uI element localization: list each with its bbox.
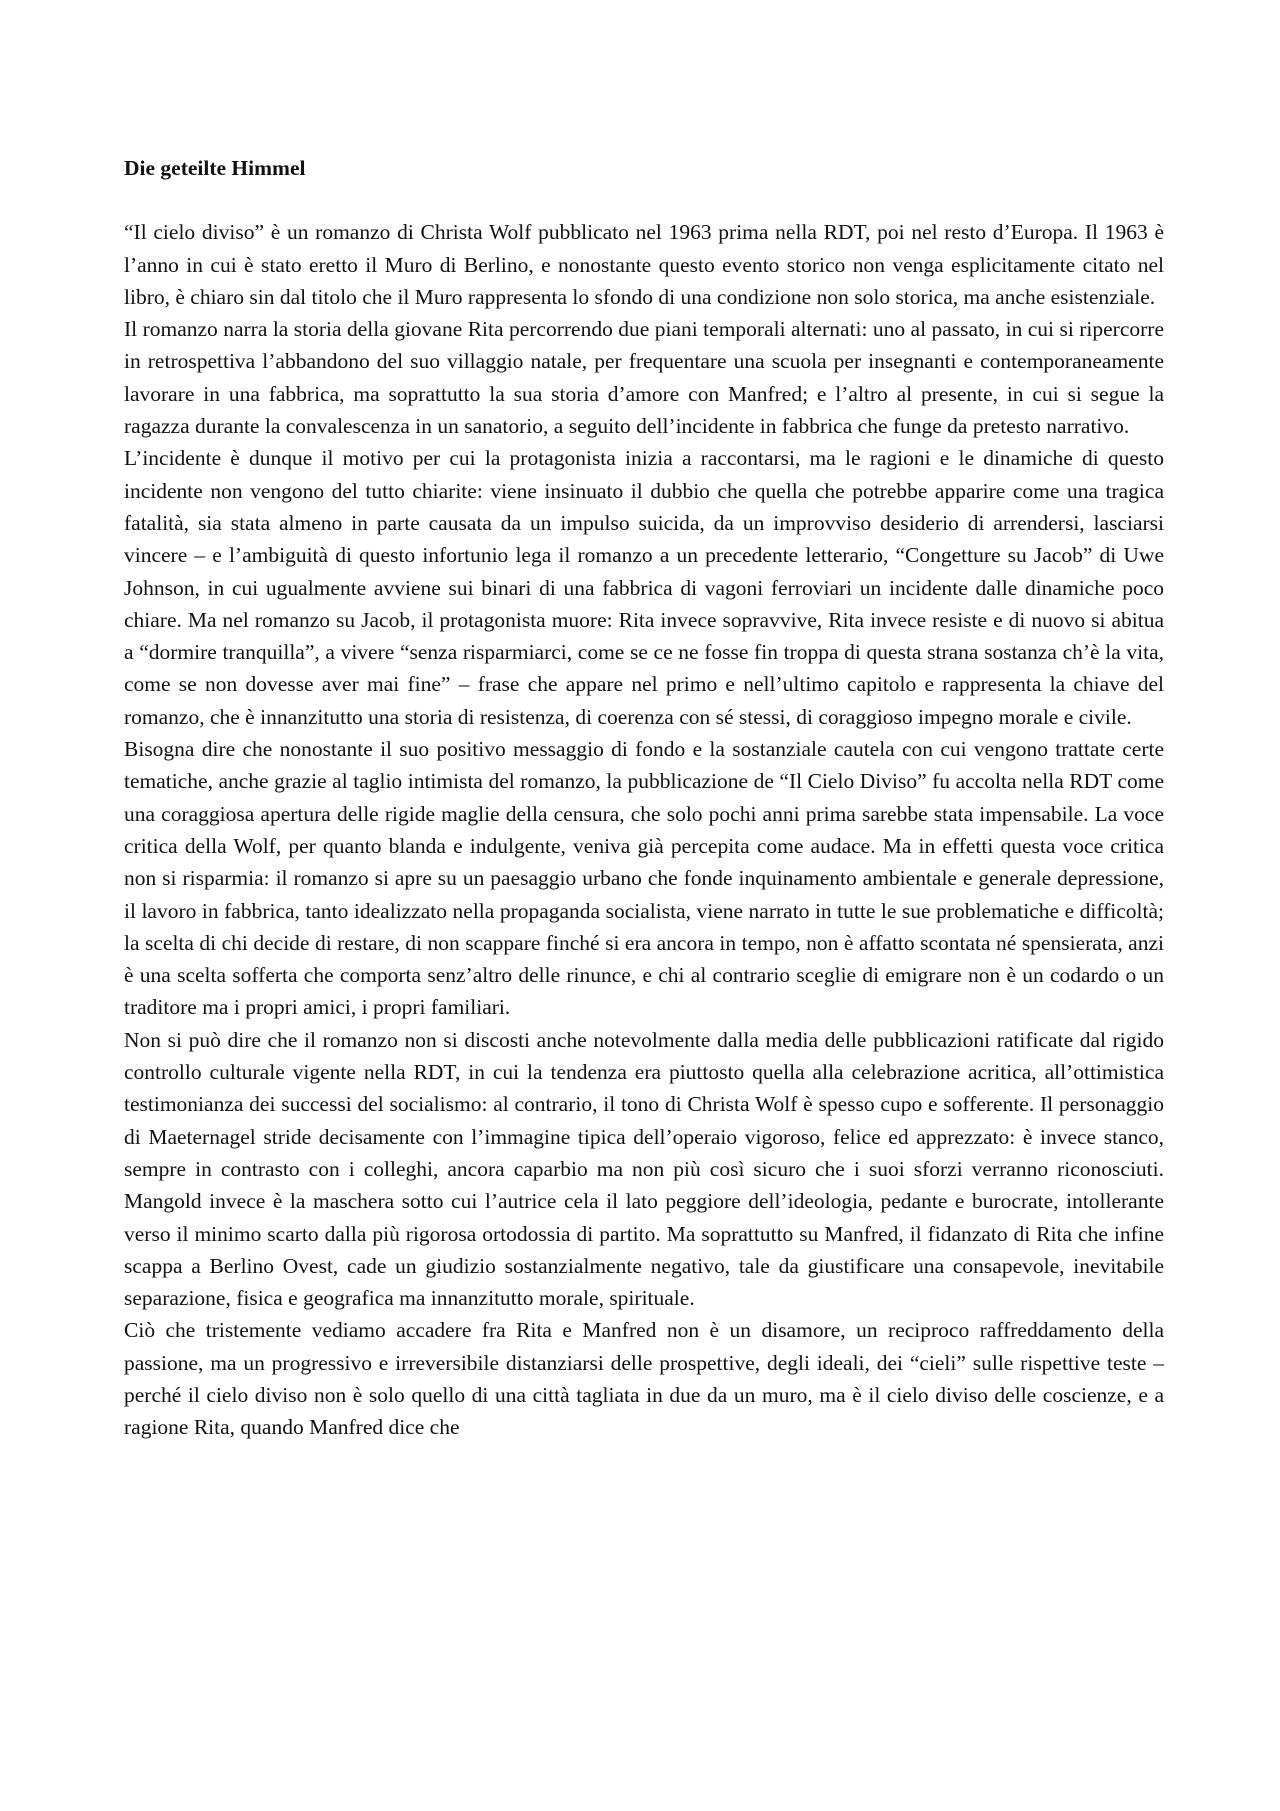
paragraph-6: Ciò che tristemente vediamo accadere fra Rita e Manfred non è un disamore, un reciproco raffreddamento della passione, ma un progressivo e irreversibile distanziarsi delle prospettive, degli ideali, dei “cieli” sulle rispettive teste – perché il cielo diviso non è solo quello di una città tagliata in due da un muro, ma è il cielo diviso delle coscienze, e a ragione Rita, quando Manfred dice che: [124, 1318, 1164, 1440]
paragraph-1: “Il cielo diviso” è un romanzo di Christa Wolf pubblicato nel 1963 prima nella RDT, poi nel resto d’Europa. Il 1963 è l’anno in cui è stato eretto il Muro di Berlino, e nonostante questo evento storico non venga esplicitamente citato nel libro, è chiaro sin dal titolo che il Muro rappresenta lo sfondo di una condizione non solo storica, ma anche esistenziale.: [124, 220, 1164, 309]
paragraph-2: Il romanzo narra la storia della giovane Rita percorrendo due piani temporali alternati: uno al passato, in cui si ripercorre in retrospettiva l’abbandono del suo villaggio natale, per frequentare una scuola per insegnanti e contemporaneamente lavorare in una fabbrica, ma soprattutto la sua storia d’amore con Manfred; e l’altro al presente, in cui si segue la ragazza durante la convalescenza in un sanatorio, a seguito dell’incidente in fabbrica che funge da pretesto narrativo.: [124, 317, 1164, 439]
paragraph-5: Non si può dire che il romanzo non si discosti anche notevolmente dalla media delle pubblicazioni ratificate dal rigido controllo culturale vigente nella RDT, in cui la tendenza era piuttosto quella alla celebrazione acritica, all’ottimistica testimonianza dei successi del socialismo: al contrario, il tono di Christa Wolf è spesso cupo e sofferente. Il personaggio di Maeternagel stride decisamente con l’immagine tipica dell’operaio vigoroso, felice ed apprezzato: è invece stanco, sempre in contrasto con i colleghi, ancora caparbio ma non più così sicuro che i suoi sforzi verranno riconosciuti. Mangold invece è la maschera sotto cui l’autrice cela il lato peggiore dell’ideologia, pedante e burocrate, intollerante verso il minimo scarto dalla più rigorosa ortodossia di partito. Ma soprattutto su Manfred, il fidanzato di Rita che infine scappa a Berlino Ovest, cade un giudizio sostanzialmente negativo, tale da giustificare una consapevole, inevitabile separazione, fisica e geografica ma innanzitutto morale, spirituale.: [124, 1027, 1164, 1311]
paragraph-3: L’incidente è dunque il motivo per cui la protagonista inizia a raccontarsi, ma le ragioni e le dinamiche di questo incidente non vengono del tutto chiarite: viene insinuato il dubbio che quella che potrebbe apparire come una tragica fatalità, sia stata almeno in parte causata da un impulso suicida, da un improvviso desiderio di arrendersi, lasciarsi vincere – e l’ambiguità di questo infortunio lega il romanzo a un precedente letterario, “Congetture su Jacob” di Uwe Johnson, in cui ugualmente avviene sui binari di una fabbrica di vagoni ferroviari un incidente dalle dinamiche poco chiare. Ma nel romanzo su Jacob, il protagonista muore: Rita invece sopravvive, Rita invece resiste e di nuovo si abitua a “dormire tranquilla”, a vivere “senza risparmiarci, come se ce ne fosse fin troppa di questa strana sostanza ch’è la vita, come se non dovesse aver mai fine” – frase che appare nel primo e nell’ultimo capitolo e rappresenta la chiave del romanzo, che è innanzitutto una storia di resistenza, di coerenza con sé stessi, di coraggioso impegno morale e civile.: [124, 446, 1164, 729]
document-page: [124, 152, 1164, 1444]
document-title: Die geteilte Himmel: [124, 156, 306, 180]
paragraph-4: Bisogna dire che nonostante il suo positivo messaggio di fondo e la sostanziale cautela con cui vengono trattate certe tematiche, anche grazie al taglio intimista del romanzo, la pubblicazione de “Il Cielo Diviso” fu accolta nella RDT come una coraggiosa apertura delle rigide maglie della censura, che solo pochi anni prima sarebbe stata impensabile. La voce critica della Wolf, per quanto blanda e indulgente, veniva già percepita come audace. Ma in effetti questa voce critica non si risparmia: il romanzo si apre su un paesaggio urbano che fonde inquinamento ambientale e generale depressione, il lavoro in fabbrica, tanto idealizzato nella propaganda socialista, viene narrato in tutte le sue problematiche e difficoltà; la scelta di chi decide di restare, di non scappare finché si era ancora in tempo, non è affatto scontata né spensierata, anzi è una scelta sofferta che comporta senz’altro delle rinunce, e chi al contrario sceglie di emigrare non è un codardo o un traditore ma i propri amici, i propri familiari.: [124, 737, 1164, 1020]
